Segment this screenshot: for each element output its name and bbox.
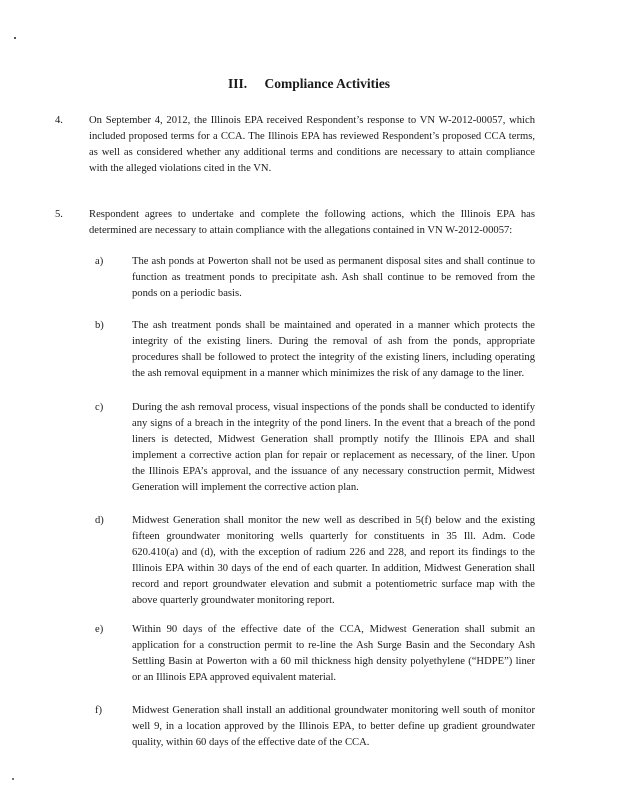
section-heading: [0, 76, 618, 92]
list-item-marker: b): [95, 320, 104, 331]
list-item-marker: c): [95, 402, 104, 413]
list-item-marker: d): [95, 515, 104, 526]
paragraph-5: [55, 207, 535, 239]
list-item-text: Within 90 days of the effective date of the CCA, Midwest Generation shall submit an application for a construction permit to re-line the Ash Surge Basin and the Secondary Ash Settling Basin at Powerton with a 60 mil thickness high density polyethylene (“HDPE”) liner or an Illinois EPA approved equivalent material.: [132, 624, 535, 683]
list-item-marker: a): [95, 256, 104, 267]
section-number: III.: [227, 76, 248, 91]
list-item-a: [95, 254, 535, 302]
list-item-d: [95, 513, 535, 609]
section-title: Compliance Activities: [264, 76, 391, 91]
list-item-text: The ash treatment ponds shall be maintained and operated in a manner which protects the integrity of the existing liners. During the removal of ash from the ponds, appropriate procedures shall be followed to protect the integrity of the existing liners, including operating the ash removal equipment in a manner which minimizes the risk of any damage to the liner.: [132, 320, 535, 379]
list-item-marker: f): [95, 705, 103, 716]
list-item-f: [95, 703, 535, 751]
scan-speck: [14, 37, 16, 39]
list-item-b: [95, 318, 535, 382]
paragraph-marker: 5.: [55, 209, 63, 220]
list-item-c: [95, 400, 535, 496]
list-item-marker: e): [95, 624, 104, 635]
scan-speck: [12, 778, 14, 780]
paragraph-4: [55, 113, 535, 177]
paragraph-text: Respondent agrees to undertake and complete the following actions, which the Illinois EPA has determined are necessary to attain compliance with the allegations contained in VN W-2012-00057:: [89, 209, 535, 236]
list-item-text: The ash ponds at Powerton shall not be used as permanent disposal sites and shall continue to function as treatment ponds to precipitate ash. Ash shall continue to be removed from the ponds on a periodic basis.: [132, 256, 535, 299]
paragraph-text: On September 4, 2012, the Illinois EPA received Respondent’s response to VN W-2012-00057, which included proposed terms for a CCA. The Illinois EPA has reviewed Respondent’s proposed CCA terms, as well as considered whether any additional terms and conditions are necessary to attain compliance with the alleged violations cited in the VN.: [89, 115, 535, 174]
list-item-text: During the ash removal process, visual inspections of the ponds shall be conducted to identify any signs of a breach in the integrity of the pond liners. In the event that a breach of the pond liners is detected, Midwest Generation shall promptly notify the Illinois EPA and shall implement a corrective action plan for repair or replacement as necessary, of the liner. Upon the Illinois EPA’s approval, and the issuance of any necessary construction permit, Midwest Generation will implement the corrective action plan.: [132, 402, 535, 493]
paragraph-marker: 4.: [55, 115, 63, 126]
list-item-text: Midwest Generation shall monitor the new well as described in 5(f) below and the existing fifteen groundwater monitoring wells quarterly for constituents in 35 Ill. Adm. Code 620.410(a) and (d), with the exception of radium 226 and 228, and report its findings to the Illinois EPA within 30 days of the end of each quarter. In addition, Midwest Generation shall record and report groundwater elevation and submit a potentiometric surface map with the above quarterly groundwater monitoring report.: [132, 515, 535, 606]
list-item-e: [95, 622, 535, 686]
list-item-text: Midwest Generation shall install an additional groundwater monitoring well south of monitor well 9, in a location approved by the Illinois EPA, to better define up gradient groundwater quality, within 60 days of the effective date of the CCA.: [132, 705, 535, 748]
